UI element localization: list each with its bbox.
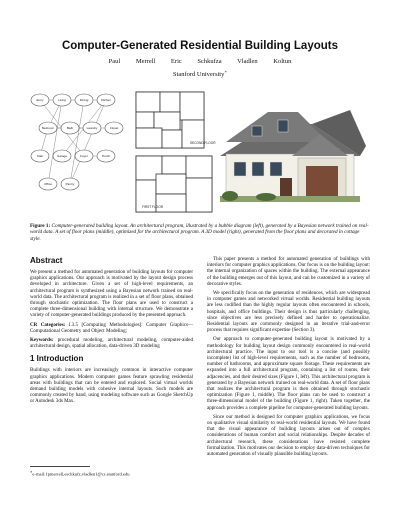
left-column <box>30 256 193 408</box>
right-para-1: This paper presents a method for automated generation of buildings with interiors for computer graphics applications. Our focus is on the building layout: the internal organization of spaces within the building. The external appearance of the building emerges out of this layout, and can be customized in a variety of decorative styles. <box>207 256 370 287</box>
bubble-edge <box>70 100 106 184</box>
second-floor-label: SECOND FLOOR <box>190 141 216 145</box>
bubble-node-label: Closet <box>109 126 119 131</box>
bubble-node-label: Entry <box>36 98 44 103</box>
affiliation <box>0 69 400 78</box>
abstract-heading: Abstract <box>30 256 63 265</box>
floor-plans <box>136 92 216 212</box>
footnote <box>30 470 193 477</box>
bubble-diagram <box>31 94 123 190</box>
bubble-node-label: Bath <box>66 126 74 131</box>
bubble-node-label: Garage <box>56 154 68 159</box>
abstract-text: We present a method for automated generation of building layouts for computer graphics applications. Our approach is motivated by the layout design process developed in architecture. Given a set of high-level requirements, an architectural program is synthesized using a Bayesian network trained on real-world data. The architectural program is realized in a set of floor plans, obtained through stochastic optimization. The floor plans are used to construct a complete three-dimensional building with internal structure. We demonstrate a variety of computer-generated buildings produced by the presented approach. <box>30 269 193 319</box>
bubble-node-label: Foyer <box>80 154 88 159</box>
bubble-edge <box>70 100 84 184</box>
caption-label: Figure 1: <box>30 223 51 229</box>
cr-categories <box>30 322 193 334</box>
bubble-node-label: Dining <box>79 98 89 103</box>
keywords <box>30 337 193 349</box>
first-floor-label: FIRST FLOOR <box>142 205 164 209</box>
footnote-text: e-mail:{pmerrell,eschkufz,vladlen}@cs.stanford.edu <box>32 471 130 477</box>
figure-caption <box>30 223 370 242</box>
bubble-node-label: Living <box>58 98 66 103</box>
intro-heading: 1 Introduction <box>30 354 84 364</box>
keywords-text: procedural modeling, architectural modeling, computer-aided architectural design, spatial allocation, data-driven 3D modeling <box>30 337 194 350</box>
bubble-node-label: Bedroom <box>41 126 55 131</box>
affiliation-name: Stanford University <box>172 71 225 79</box>
keywords-label: Keywords: <box>30 337 54 344</box>
caption-text: Computer-generated building layout. An architectural program, illustrated by a bubble diagram (left), generated by a Bayesian network trained on real-world data. A set of floor plans (middle), optimized for the architectural program. A 3D model (right), generated from the floor plans and decorated in cottage style. <box>30 223 369 242</box>
right-para-2: We specifically focus on the generation of residences, which are widespread in computer games and networked virtual worlds. Residential building layouts are less codified than the highly regular layouts often encountered in schools, hospitals, and office buildings. Their design is thus particularly challenging, since objectives are less precisely defined and harder to operationalize. Residential layouts are commonly designed in an iterative trial-and-error process that requires significant expertise (Section 3). <box>207 290 370 334</box>
right-para-3: Our approach to computer-generated building layout is motivated by a methodology for building layout design commonly encountered in real-world architectural practice. The input to our tool is a concise (and possibly incomplete) list of high-level requirements, such as the number of bedrooms, number of bathrooms, and approximate square footage. These requirements are expanded into a full architectural program, containing a list of rooms, their adjacencies, and their desired sizes (Figure 1, left). This architectural program is generated by a Bayesian network trained on real-world data. A set of floor plans that realizes the architectural program is then obtained through stochastic optimization (Figure 1, middle). The floor plans can be used to construct a three-dimensional model of the building (Figure 1, right). Taken together, the approach provides a complete pipeline for computer-generated building layouts. <box>207 336 370 411</box>
bubble-node-label: Kitchen <box>100 98 112 103</box>
footnote-mark: ∗ <box>30 470 33 474</box>
intro-text: Buildings with interiors are increasingly common in interactive computer graphics applications. Modern computer games feature sprawling residential areas with buildings that can be entered and explored. Social virtual worlds demand building models with cohesive internal layouts. Such models are commonly created by hand, using modeling software such as Google SketchUp or Autodesk 3ds Max. <box>30 367 193 405</box>
bubble-node-label: Pantry <box>65 182 75 187</box>
bubble-node-label: Porch <box>102 154 110 159</box>
bubble-node-label: Office <box>44 182 52 187</box>
affiliation-mark: ∗ <box>224 69 228 74</box>
bubble-node-label: Laundry <box>86 126 98 131</box>
cr-label: CR Categories: <box>30 321 66 328</box>
author-list: Paul Merrell Eric Schkufza Vladlen Koltun <box>108 58 292 65</box>
paper-title: Computer-Generated Residential Building Layouts <box>61 40 339 52</box>
cr-text: I.3.5 [Computing Methodologies]: Computer Graphics—Computational Geometry and Object Modeling; <box>30 321 193 334</box>
first-floor-plan <box>136 156 212 212</box>
right-para-4: Since our method is designed for computer graphics applications, we focus on qualitative visual similarity to real-world residential layouts. We have found that the visual appearance of building layouts arises out of complex considerations of human comfort and social relationships. Despite decades of architectural research, these considerations have resisted complete formalization. This motivates our decision to employ data-driven techniques for automated generation of visually plausible building layouts. <box>207 413 370 458</box>
second-floor-plan <box>136 92 204 148</box>
house-3d-render <box>220 110 366 202</box>
footnote-rule <box>30 466 90 467</box>
teaser-figure <box>30 86 370 218</box>
right-column <box>207 256 370 460</box>
bubble-node-label: Stair <box>36 154 44 159</box>
